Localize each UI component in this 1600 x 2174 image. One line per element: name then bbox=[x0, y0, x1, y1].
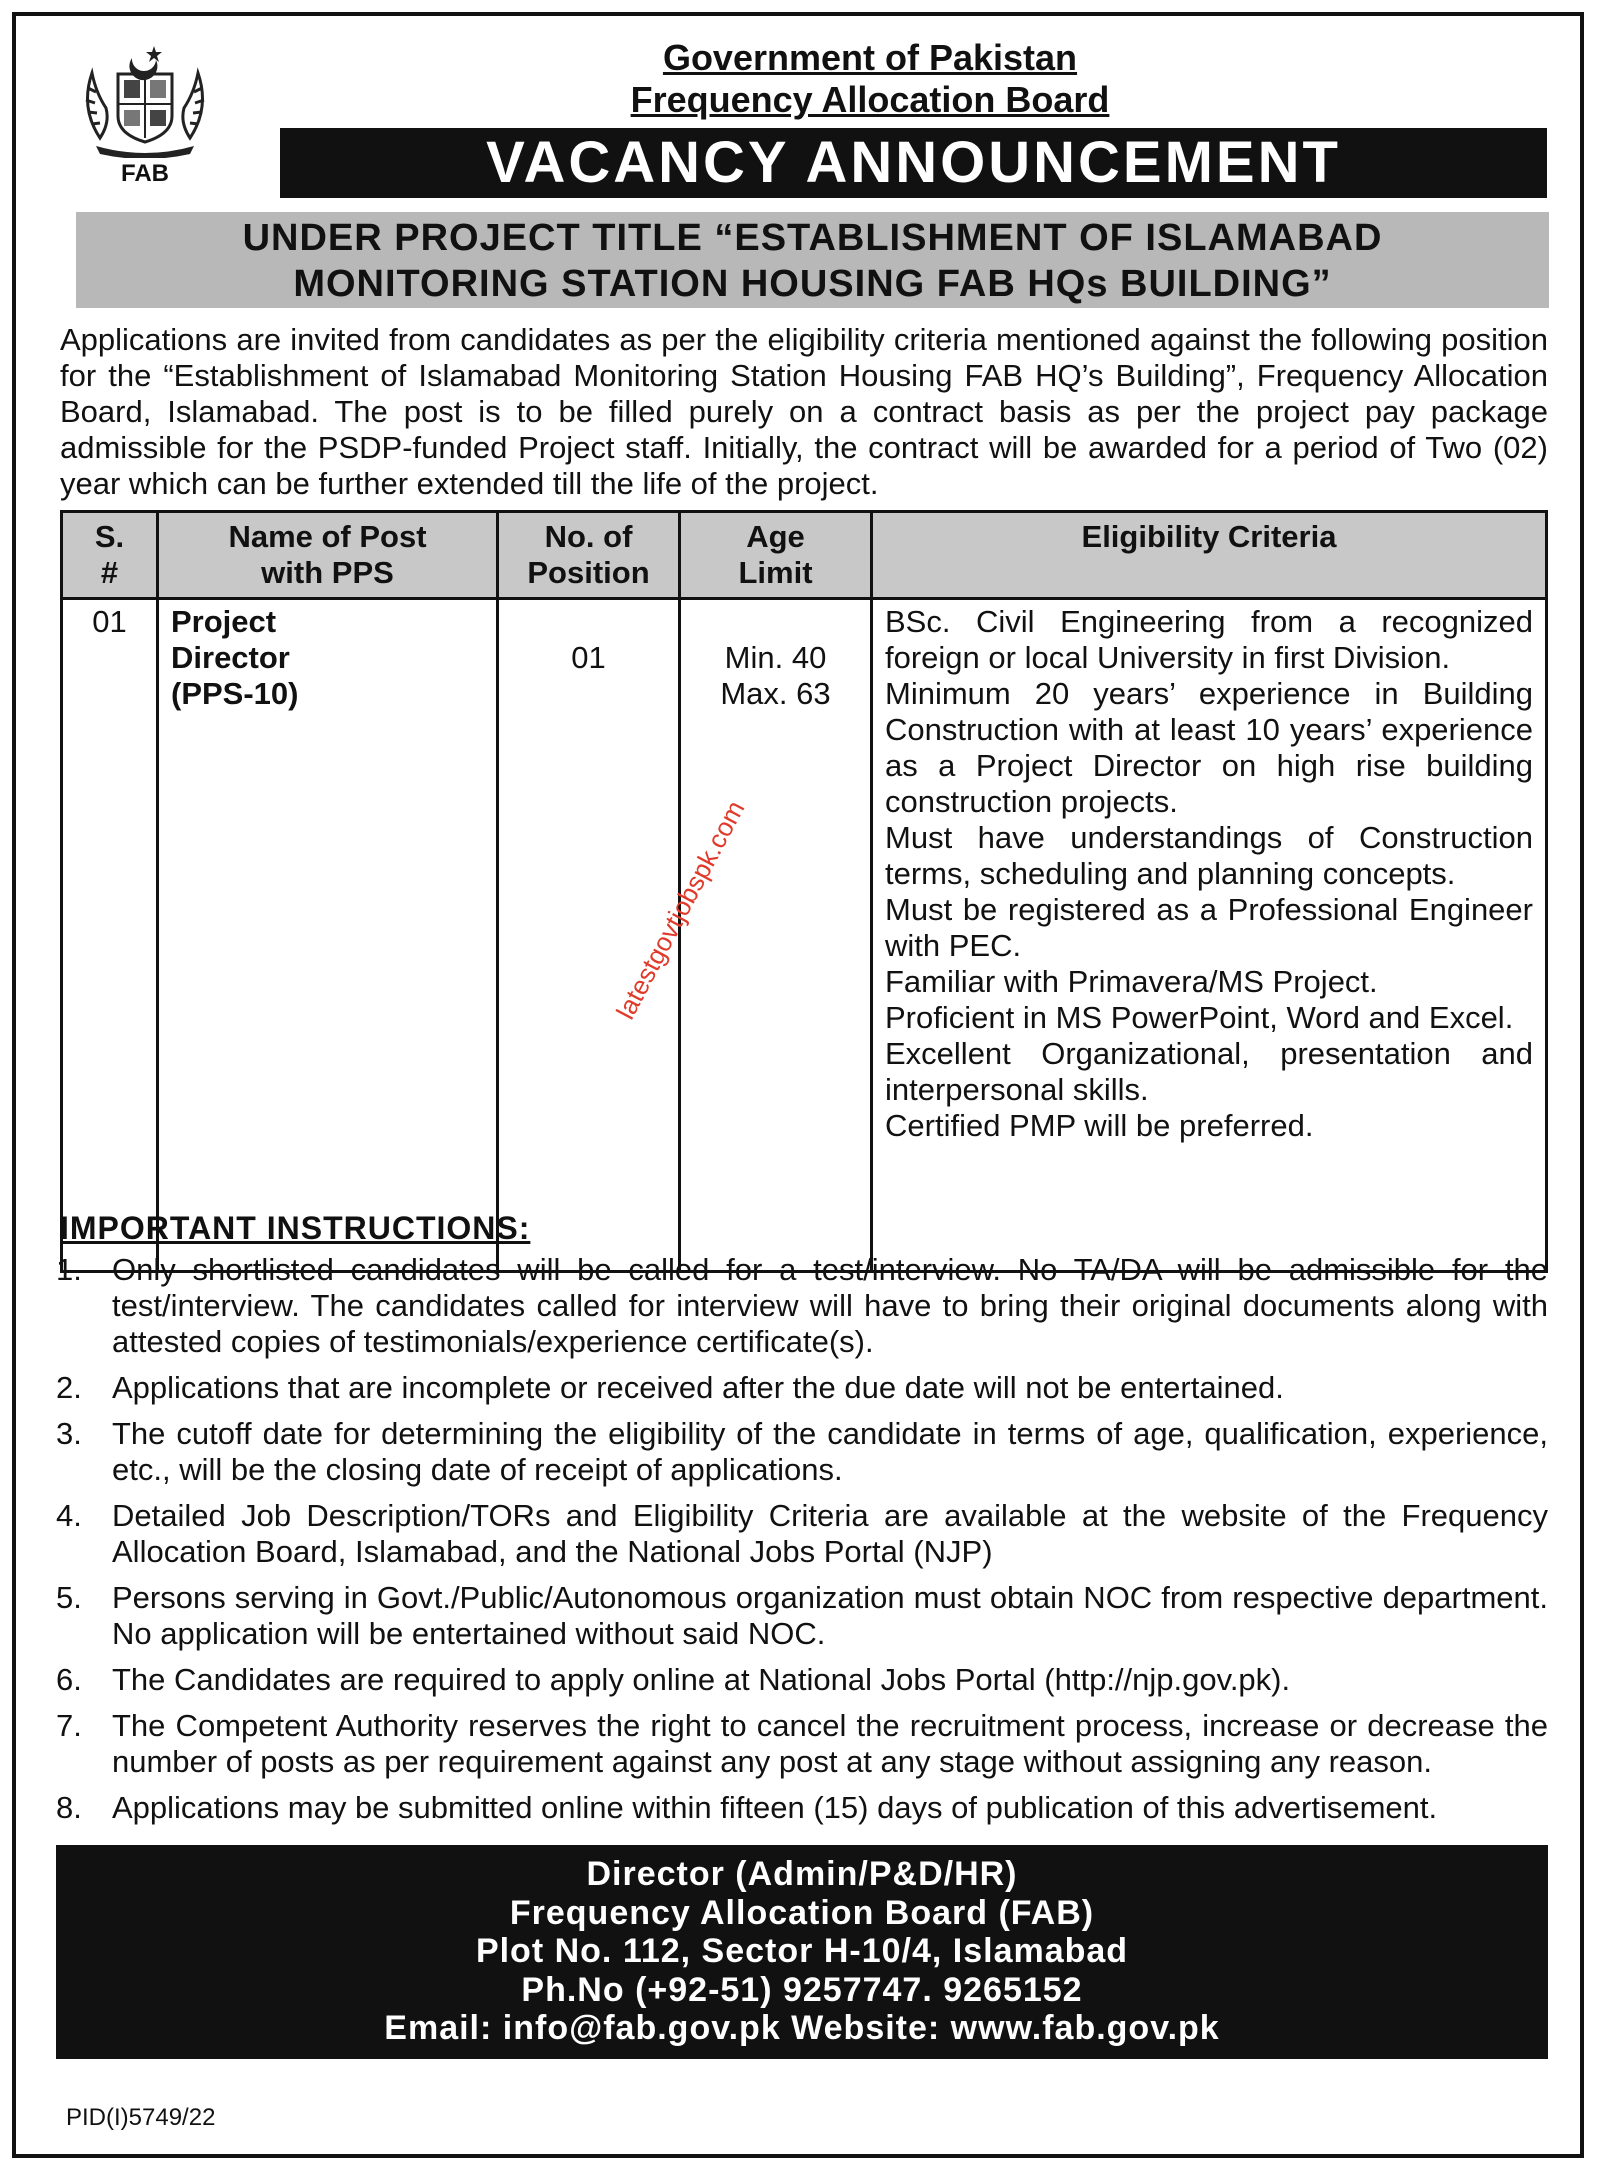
contact-phone: Ph.No (+92-51) 9257747. 9265152 bbox=[521, 1970, 1083, 2009]
table-row bbox=[62, 599, 1547, 1272]
contact-designation: Director (Admin/P&D/HR) bbox=[586, 1855, 1018, 1893]
government-title: Government of Pakistan bbox=[662, 37, 1078, 78]
contact-organization: Frequency Allocation Board (FAB) bbox=[509, 1893, 1095, 1932]
vacancy-table bbox=[60, 510, 1548, 1273]
list-item: 4. Detailed Job Description/TORs and Eligibility Criteria are available at the website of the Frequency Allocation Board, Islamabad, and the National Jobs Portal (NJP) bbox=[56, 1498, 1548, 1569]
state-emblem-icon bbox=[70, 38, 220, 158]
fab-emblem bbox=[70, 38, 220, 188]
contact-footer bbox=[56, 1845, 1548, 2059]
cell-serial: 01 bbox=[62, 599, 158, 1272]
project-title-line-2: MONITORING STATION HOUSING FAB HQs BUILDING” bbox=[293, 263, 1332, 305]
cell-age-limit: Min. 40 Max. 63 bbox=[680, 599, 872, 1272]
table-header-row bbox=[62, 512, 1547, 599]
instructions-list bbox=[56, 1252, 1548, 1836]
website-watermark: latestgovtjobspk.com bbox=[610, 795, 751, 1025]
criteria-item: Minimum 20 years’ experience in Building Construction with at least 10 years’ experience as a Project Director on high rise building construction projects. bbox=[885, 676, 1533, 819]
cell-positions: 01 bbox=[498, 599, 680, 1272]
criteria-item: Proficient in MS PowerPoint, Word and Excel. bbox=[885, 1000, 1514, 1035]
list-item: 5. Persons serving in Govt./Public/Autonomous organization must obtain NOC from respective department. No application will be entertained without said NOC. bbox=[56, 1580, 1548, 1651]
header-serial: S. # bbox=[62, 512, 158, 599]
instructions-title: IMPORTANT INSTRUCTIONS: bbox=[60, 1210, 531, 1246]
list-item: 2. Applications that are incomplete or received after the due date will not be entertained. bbox=[56, 1370, 1284, 1405]
contact-address: Plot No. 112, Sector H-10/4, Islamabad bbox=[475, 1932, 1129, 1970]
contact-email-website: Email: info@fab.gov.pk Website: www.fab.gov.pk bbox=[384, 2009, 1220, 2047]
list-item: 6. The Candidates are required to apply online at National Jobs Portal (http://njp.gov.pk). bbox=[56, 1662, 1291, 1697]
header-age-limit: Age Limit bbox=[680, 512, 872, 599]
cell-eligibility bbox=[872, 599, 1547, 1272]
header-eligibility: Eligibility Criteria bbox=[872, 512, 1547, 599]
project-title-line-1: UNDER PROJECT TITLE “ESTABLISHMENT OF ISLAMABAD bbox=[242, 217, 1383, 259]
criteria-item: Must have understandings of Construction terms, scheduling and planning concepts. bbox=[885, 820, 1533, 891]
vacancy-banner: VACANCY ANNOUNCEMENT bbox=[280, 128, 1547, 198]
criteria-item: Familiar with Primavera/MS Project. bbox=[885, 964, 1378, 999]
cell-post-name: Project Director (PPS-10) bbox=[158, 599, 498, 1272]
criteria-item: BSc. Civil Engineering from a recognized foreign or local University in first Division. bbox=[885, 604, 1533, 675]
criteria-item: Excellent Organizational, presentation and interpersonal skills. bbox=[885, 1036, 1533, 1107]
list-item: 8. Applications may be submitted online within fifteen (15) days of publication of this advertisement. bbox=[56, 1790, 1438, 1825]
criteria-item: Certified PMP will be preferred. bbox=[885, 1108, 1314, 1143]
project-title-banner bbox=[76, 212, 1549, 308]
header-positions: No. of Position bbox=[498, 512, 680, 599]
pid-number: PID(I)5749/22 bbox=[66, 2104, 216, 2131]
criteria-item: Must be registered as a Professional Engineer with PEC. bbox=[885, 892, 1533, 963]
list-item: 3. The cutoff date for determining the eligibility of the candidate in terms of age, qualification, experience, etc., will be the closing date of receipt of applications. bbox=[56, 1416, 1548, 1487]
header-post-name: Name of Post with PPS bbox=[158, 512, 498, 599]
list-item: 7. The Competent Authority reserves the right to cancel the recruitment process, increase or decrease the number of posts as per requirement against any post at any stage without assigning any reason. bbox=[56, 1708, 1548, 1779]
list-item: 1. Only shortlisted candidates will be called for a test/interview. No TA/DA will be admissible for the test/interview. The candidates called for interview will have to bring their original documents along with attested copies of testimonials/experience certificate(s). bbox=[56, 1252, 1548, 1359]
board-title: Frequency Allocation Board bbox=[630, 79, 1110, 120]
logo-label: FAB bbox=[121, 160, 169, 187]
intro-paragraph: Applications are invited from candidates as per the eligibility criteria mentioned against the following position for the “Establishment of Islamabad Monitoring Station Housing FAB HQ’s Building”, Frequency Allocation Board, Islamabad. The post is to be filled purely on a contract basis as per the project pay package admissible for the PSDP-funded Project staff. Initially, the contract will be awarded for a period of Two (02) year which can be further extended till the life of the project. bbox=[60, 322, 1548, 501]
